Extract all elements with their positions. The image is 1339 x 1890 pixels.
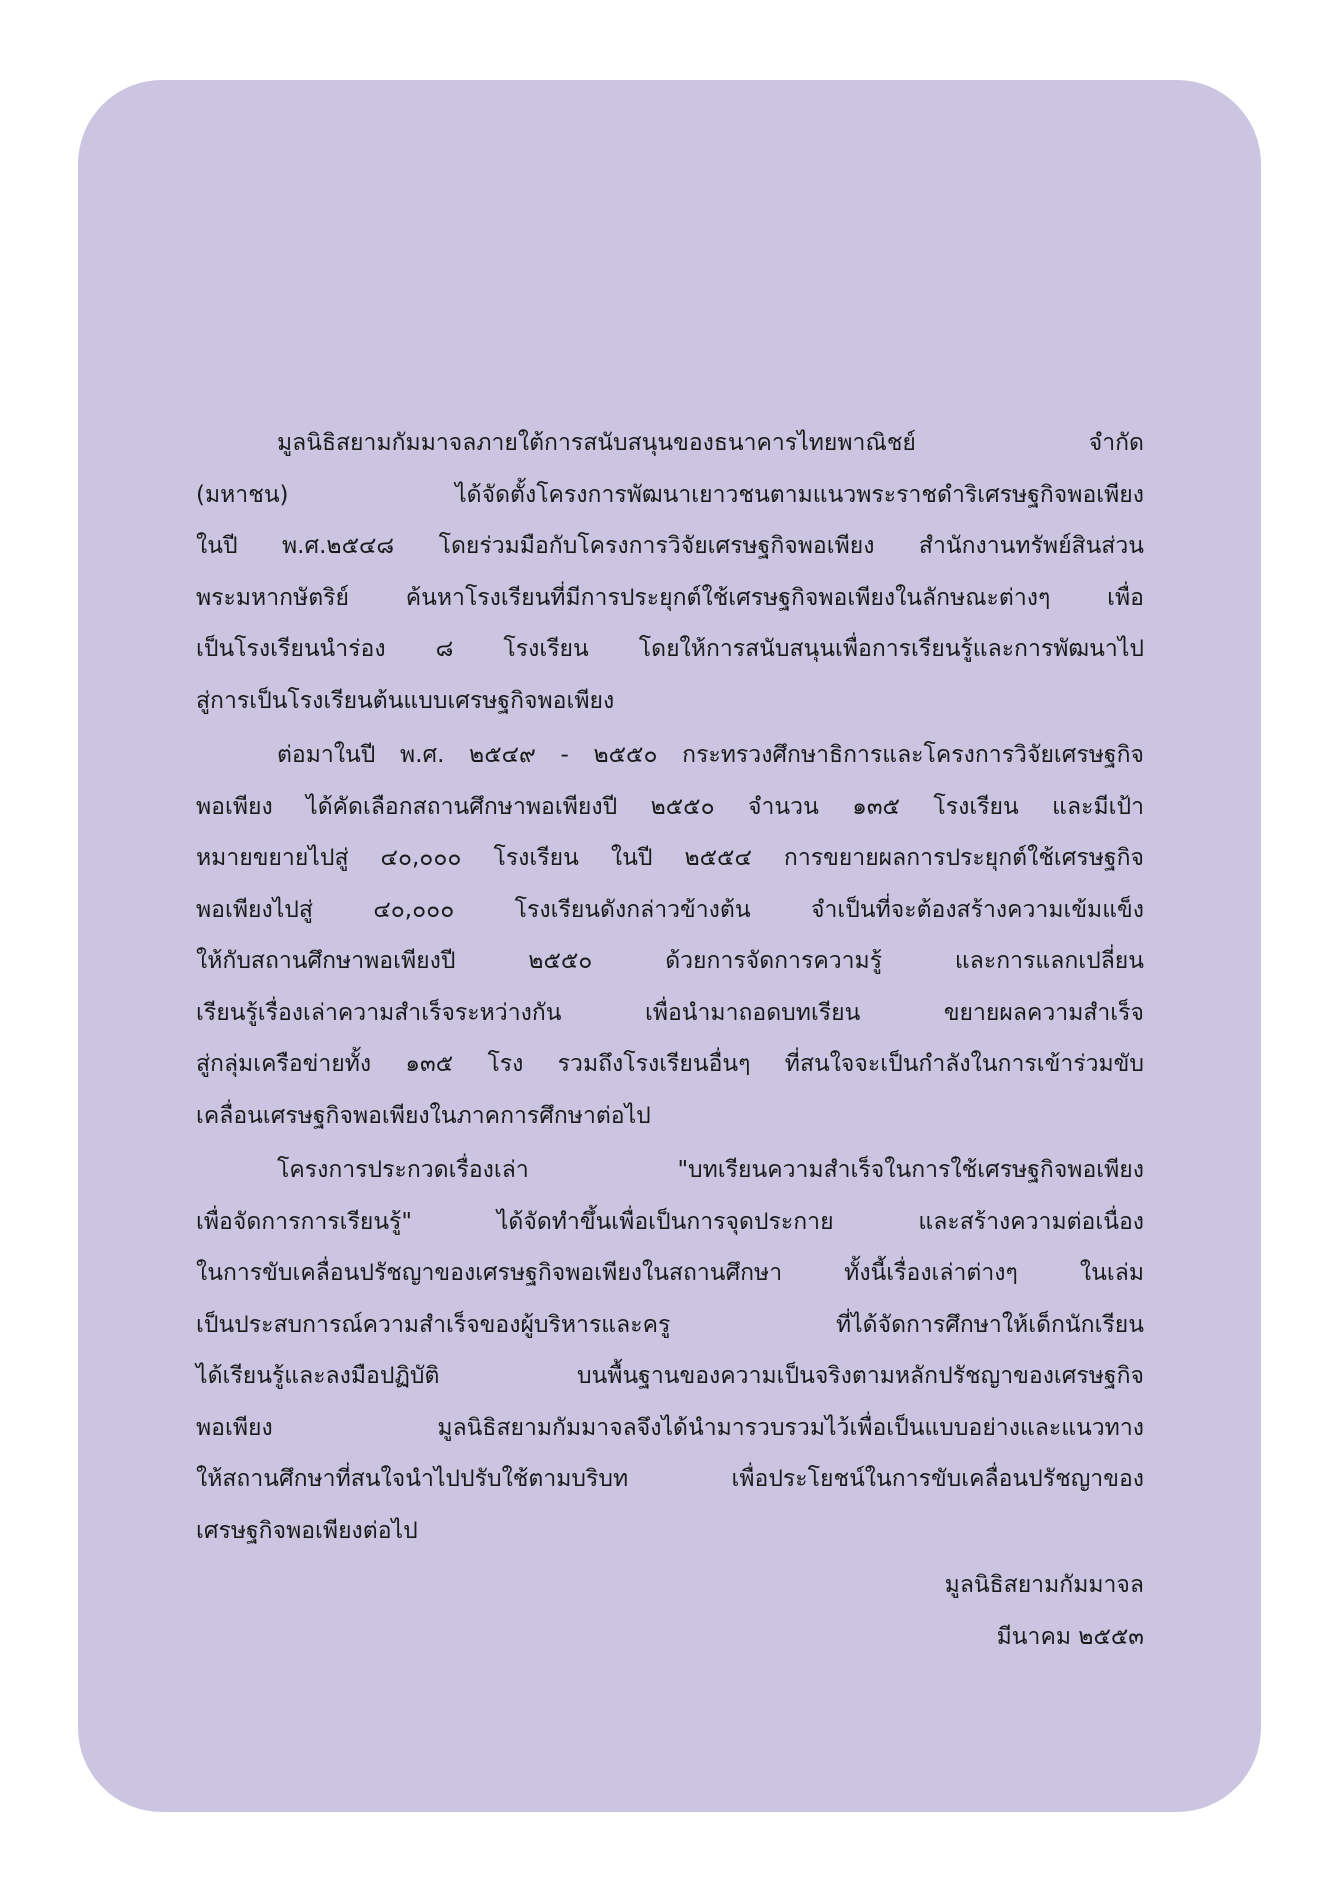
paragraph-line: (มหาชน) ได้จัดตั้งโครงการพัฒนาเยาวชนตามแนวพระราชดำริเศรษฐกิจพอเพียง — [196, 481, 1144, 508]
paragraph-line: โครงการประกวดเรื่องเล่า "บทเรียนความสำเร็จในการใช้เศรษฐกิจพอเพียง — [277, 1157, 1144, 1183]
paragraph-line: เป็นโรงเรียนนำร่อง ๘ โรงเรียน โดยให้การสนับสนุนเพื่อการเรียนรู้และการพัฒนาไป — [196, 636, 1144, 662]
paragraph-3 — [196, 1145, 1144, 1557]
paragraph-line: เคลื่อนเศรษฐกิจพอเพียงในภาคการศึกษาต่อไป — [196, 1102, 651, 1129]
paragraph-line: พอเพียง ได้คัดเลือกสถานศึกษาพอเพียงปี ๒๕๕๐ จำนวน ๑๓๕ โรงเรียน และมีเป้า — [196, 793, 1144, 820]
signature-block — [196, 1560, 1144, 1663]
paragraph-line: เรียนรู้เรื่องเล่าความสำเร็จระหว่างกัน เพื่อนำมาถอดบทเรียน ขยายผลความสำเร็จ — [196, 999, 1144, 1026]
paragraph-line: ในการขับเคลื่อนปรัชญาของเศรษฐกิจพอเพียงในสถานศึกษา ทั้งนี้เรื่องเล่าต่างๆ ในเล่ม — [196, 1260, 1144, 1286]
paragraph-line: ให้สถานศึกษาที่สนใจนำไปปรับใช้ตามบริบท เพื่อประโยชน์ในการขับเคลื่อนปรัชญาของ — [196, 1466, 1144, 1492]
foreword-text — [196, 418, 1144, 1663]
signature-date: มีนาคม ๒๕๕๓ — [996, 1623, 1144, 1650]
paragraph-2 — [196, 730, 1144, 1142]
paragraph-line: ต่อมาในปี พ.ศ. ๒๕๔๙ - ๒๕๕๐ กระทรวงศึกษาธิการและโครงการวิจัยเศรษฐกิจ — [277, 742, 1144, 768]
paragraph-line: เพื่อจัดการการเรียนรู้" ได้จัดทำขึ้นเพื่อเป็นการจุดประกาย และสร้างความต่อเนื่อง — [196, 1208, 1144, 1235]
paragraph-line: พอเพียง มูลนิธิสยามกัมมาจลจึงได้นำมารวบรวมไว้เพื่อเป็นแบบอย่างและแนวทาง — [196, 1414, 1144, 1441]
paragraph-line: มูลนิธิสยามกัมมาจลภายใต้การสนับสนุนของธนาคารไทยพาณิชย์ จำกัด — [277, 430, 1144, 456]
signature-organization: มูลนิธิสยามกัมมาจล — [944, 1572, 1144, 1598]
paragraph-line: พระมหากษัตริย์ ค้นหาโรงเรียนที่มีการประยุกต์ใช้เศรษฐกิจพอเพียงในลักษณะต่างๆ เพื่อ — [196, 584, 1144, 611]
paragraph-1 — [196, 418, 1144, 727]
paragraph-line: ได้เรียนรู้และลงมือปฏิบัติ บนพื้นฐานของความเป็นจริงตามหลักปรัชญาของเศรษฐกิจ — [196, 1363, 1144, 1389]
paragraph-line: ในปี พ.ศ.๒๕๔๘ โดยร่วมมือกับโครงการวิจัยเศรษฐกิจพอเพียง สำนักงานทรัพย์สินส่วน — [196, 533, 1144, 559]
paragraph-line: สู่การเป็นโรงเรียนต้นแบบเศรษฐกิจพอเพียง — [196, 687, 615, 714]
paragraph-line: ให้กับสถานศึกษาพอเพียงปี ๒๕๕๐ ด้วยการจัดการความรู้ และการแลกเปลี่ยน — [196, 948, 1144, 974]
paragraph-line: หมายขยายไปสู่ ๔๐,๐๐๐ โรงเรียน ในปี ๒๕๕๔ การขยายผลการประยุกต์ใช้เศรษฐกิจ — [196, 845, 1144, 871]
paragraph-line: เศรษฐกิจพอเพียงต่อไป — [196, 1517, 418, 1544]
paragraph-line: พอเพียงไปสู่ ๔๐,๐๐๐ โรงเรียนดังกล่าวข้างต้น จำเป็นที่จะต้องสร้างความเข้มแข็ง — [196, 896, 1144, 923]
paragraph-line: สู่กลุ่มเครือข่ายทั้ง ๑๓๕ โรง รวมถึงโรงเรียนอื่นๆ ที่สนใจจะเป็นกำลังในการเข้าร่วมขับ — [196, 1051, 1144, 1077]
paragraph-line: เป็นประสบการณ์ความสำเร็จของผู้บริหารและครู ที่ได้จัดการศึกษาให้เด็กนักเรียน — [196, 1311, 1144, 1338]
